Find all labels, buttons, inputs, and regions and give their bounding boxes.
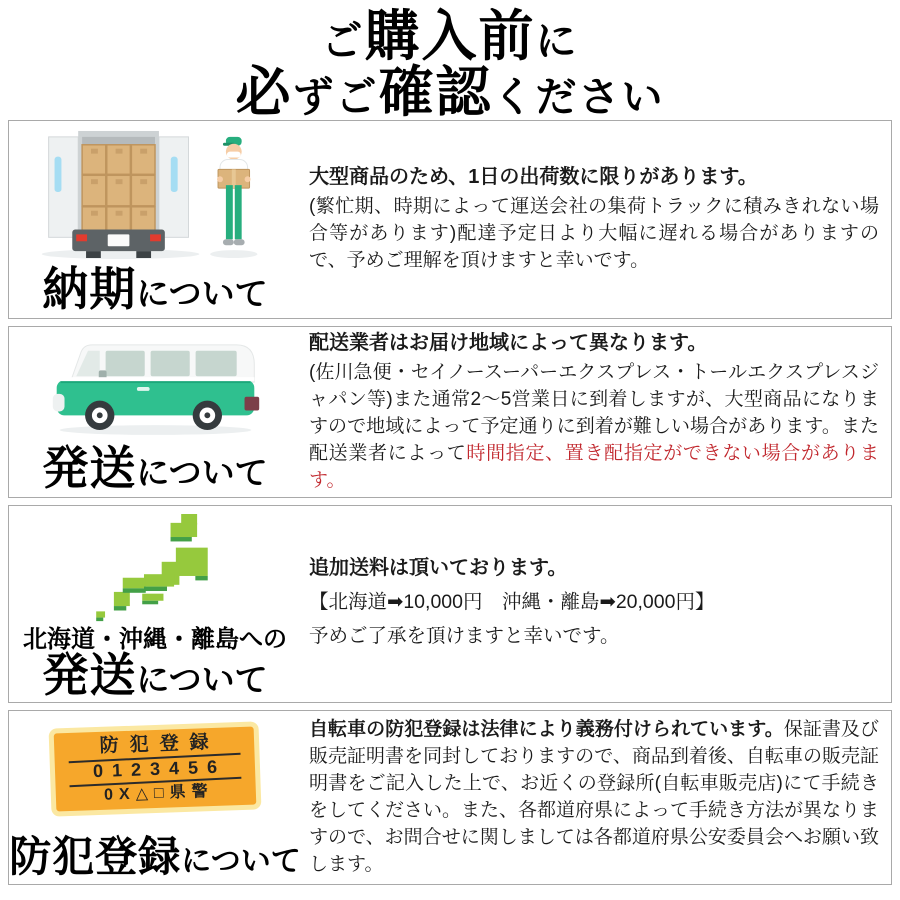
section-delivery-time-left	[9, 121, 301, 318]
lead-text: 大型商品のため、1日の出荷数に限りがあります。	[309, 166, 758, 189]
body-text	[309, 360, 879, 495]
section-shipping-left	[9, 327, 301, 497]
body-normal-text: 保証書及び販売証明書を同封しておりますので、商品到着後、自転車の販売証明書をご記入した上で、お近くの登録所(自転車販売店)にて手続きをしてください。また、各都道府県によって手続き方法が異なりますので、お問合せに関しましては各都道府県公安委員会へお願い致します。	[309, 718, 880, 875]
page-title	[0, 0, 900, 124]
section-anti-theft-registration	[8, 710, 892, 885]
section-registration-text	[301, 711, 891, 884]
label-main: 納期	[42, 263, 137, 316]
title-text: 必	[235, 61, 293, 124]
section-shipping	[8, 326, 892, 498]
section-delivery-time	[8, 120, 892, 319]
title-text: 確認	[378, 61, 493, 124]
label-suffix: について	[181, 845, 301, 879]
label-suffix: について	[136, 661, 268, 699]
lead-text: 配送業者はお届け地域によって異なります。	[309, 331, 708, 354]
label-suffix: について	[136, 275, 268, 313]
label-main: 発送	[42, 442, 137, 495]
section-remote-text	[301, 506, 891, 702]
japan-map-icon	[89, 514, 222, 627]
section-delivery-time-label	[42, 263, 268, 316]
fee-line: 【北海道➡10,000円 沖縄・離島➡20,000円】	[309, 591, 715, 614]
section-remote-label	[42, 649, 268, 702]
section-remote-area-shipping	[8, 505, 892, 703]
title-text: ご	[321, 18, 365, 64]
title-text: 購入前	[364, 5, 536, 67]
section-remote-left	[9, 506, 301, 702]
title-line-2	[0, 61, 900, 124]
note-line: 予めご了承を頂けますと幸いです。	[309, 625, 620, 648]
sticker-title: 防犯登録	[99, 731, 220, 758]
section-registration-left	[9, 711, 301, 884]
lead-text: 追加送料は頂いております。	[309, 557, 568, 580]
title-text: ください	[492, 74, 665, 121]
delivery-van-icon	[43, 335, 268, 443]
registration-sticker-icon	[49, 722, 262, 817]
section-shipping-label	[42, 442, 268, 495]
title-text: に	[535, 18, 579, 64]
body-normal-text: (佐川急便・セイノースーパーエクスプレス・トールエクスプレスジャパン等)また通常2〜5営業日に到着しますが、大型商品になりますので地域によって予定通りに到着が難しい場合があります。また配送業者によって	[309, 361, 879, 464]
sticker-police: 0X△□県警	[103, 782, 214, 804]
body-text: (繁忙期、時期によって運送会社の集荷トラックに積みきれない場合等があります)配達予定日より大幅に遅れる場合がありますので、予めご理解を頂けますと幸いです。	[309, 196, 879, 272]
body-text	[309, 717, 879, 879]
section-shipping-text	[301, 327, 891, 497]
section-delivery-time-text	[301, 121, 891, 318]
section-remote-label-top: 北海道・沖縄・離島への	[23, 626, 287, 654]
label-main: 防犯登録	[9, 833, 182, 881]
title-text: ず	[292, 74, 336, 121]
body-red-text: 時間指定、置き配指定ができない場合があります。	[309, 442, 879, 491]
label-suffix: について	[136, 454, 268, 492]
label-main: 発送	[42, 649, 137, 702]
section-registration-label	[9, 833, 301, 881]
sticker-number: 0123456	[92, 756, 227, 782]
title-line-1	[0, 5, 900, 67]
title-text: ご	[335, 74, 379, 121]
lead-inline-text: 自転車の防犯登録は法律により義務付けられています。	[309, 718, 784, 740]
delivery-truck-loading-icon	[36, 129, 274, 264]
